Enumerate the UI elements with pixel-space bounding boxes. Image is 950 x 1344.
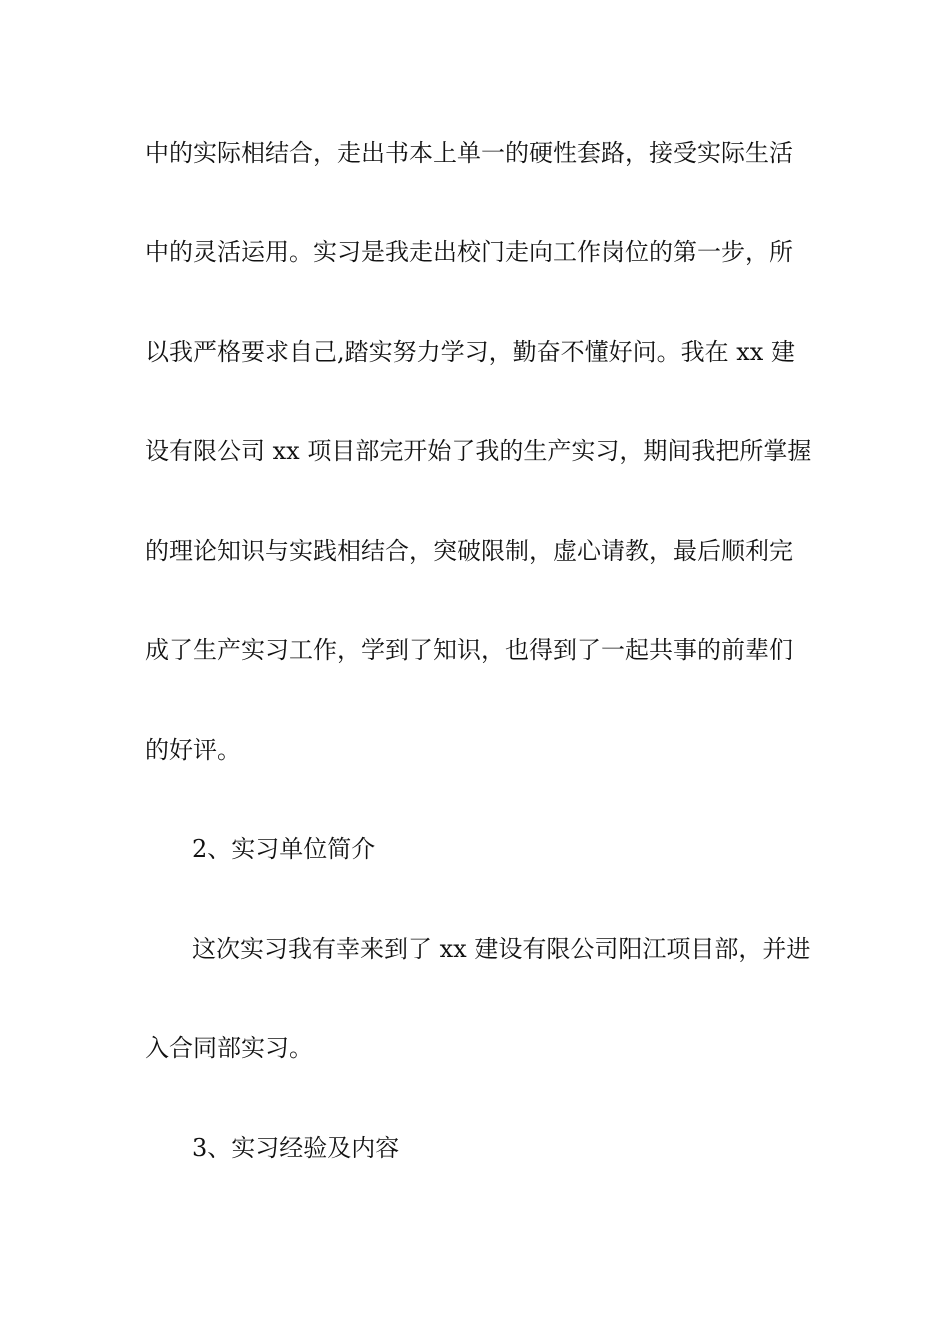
paragraph-line: 中的实际相结合，走出书本上单一的硬性套路，接受实际生活 <box>145 139 793 167</box>
paragraph-line: 入合同部实习。 <box>145 1034 313 1062</box>
paragraph-line: 成了生产实习工作，学到了知识，也得到了一起共事的前辈们 <box>145 636 793 664</box>
section-heading: 3、实习经验及内容 <box>192 1134 400 1162</box>
paragraph-line: 中的灵活运用。实习是我走出校门走向工作岗位的第一步，所 <box>145 238 793 266</box>
paragraph-line: 这次实习我有幸来到了 xx 建设有限公司阳江项目部，并进 <box>192 935 811 963</box>
paragraph-line: 以我严格要求自己,踏实努力学习，勤奋不懂好问。我在 xx 建 <box>145 338 795 366</box>
section-heading: 2、实习单位简介 <box>192 835 376 863</box>
paragraph-line: 设有限公司 xx 项目部完开始了我的生产实习，期间我把所掌握 <box>145 437 812 465</box>
paragraph-line: 的好评。 <box>145 736 241 764</box>
paragraph-line: 的理论知识与实践相结合，突破限制，虚心请教，最后顺利完 <box>145 537 793 565</box>
